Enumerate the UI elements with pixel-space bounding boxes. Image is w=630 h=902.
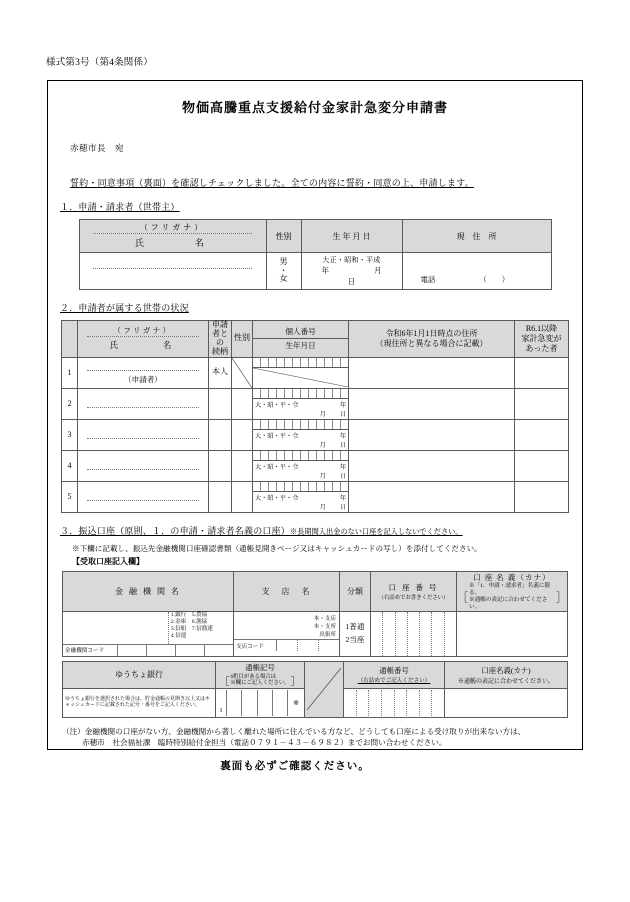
relation-header: 申請 者との 続柄 (209, 321, 232, 358)
row-number: 2 (62, 388, 78, 419)
telephone-paren: （ ） (479, 274, 510, 284)
applicant-birth-input[interactable] (301, 253, 427, 290)
bangou-label: 通帳番号 (379, 666, 409, 676)
section3-subnote: ※下欄に記載し、振込先金融機関口座確認書類（通帳見開きページ又はキャッシュカードの写し）を添付してください。 (72, 543, 482, 553)
account-type-header: 分類 (340, 571, 371, 611)
era-options: 大・昭・平・令 (255, 494, 299, 502)
mynumber-boxes[interactable] (253, 451, 348, 461)
row-number-header (62, 321, 78, 358)
section3-heading-note: ※長期間入出金のない口座を記入しないでください。 (290, 527, 463, 536)
prev-address-header (349, 321, 515, 358)
bank-type-option[interactable]: 4.信連 (170, 632, 187, 639)
form-frame (47, 80, 583, 750)
year-label: 年 (339, 463, 346, 471)
table-row (63, 611, 568, 656)
year-label: 年 (339, 432, 346, 440)
yucho-account-table (62, 661, 568, 718)
form-number: 様式第3号（第4条関係） (46, 58, 153, 68)
sex-header: 性別 (232, 321, 253, 358)
branch-name-header: 支 店 名 (234, 571, 340, 611)
applicant-address-input[interactable] (402, 253, 551, 290)
kigou-input[interactable] (216, 688, 305, 717)
table-row (79, 253, 551, 290)
holder-note1: ※「1．申請・請求者」名義に限る。 (469, 582, 551, 596)
year-label: 年 (339, 401, 346, 409)
yucho-holder-input[interactable] (445, 688, 568, 717)
account-holder-input[interactable] (457, 611, 568, 656)
relation-input[interactable] (209, 450, 232, 481)
row-number: 3 (62, 419, 78, 450)
mynumber-input[interactable] (253, 481, 349, 512)
branch-code-label: 支店コード (236, 643, 264, 650)
bank-code-row[interactable] (63, 644, 233, 656)
name-label: 氏 名 (134, 238, 210, 248)
era-options: 大・昭・平・令 (255, 432, 299, 440)
account-holder-header: 口 座 名 義（カナ） ［ ※「1．申請・請求者」名義に限る。 ※通帳の表記に合わせてください。 ］ (457, 572, 567, 610)
bank-name-input[interactable] (63, 612, 168, 645)
kigou-label: 通帳記号 (245, 662, 275, 672)
bangou-note: （右詰めでご記入ください） (357, 678, 431, 685)
section3-heading-main: ３．振込口座（原則、１．の申請・請求者名義の口座） (60, 525, 291, 536)
table-header-row (63, 571, 568, 611)
era-options: 大・昭・平・令 (255, 463, 299, 471)
bank-name-header: 金 融 機 関 名 (63, 571, 234, 611)
household-name-input[interactable] (78, 388, 209, 419)
yucho-holder-label: 口座名義(カナ) (481, 665, 531, 675)
table-row (62, 357, 569, 388)
row-number: 4 (62, 450, 78, 481)
era-options: 大正・昭和・平成 (322, 256, 381, 264)
day-label: 日 (339, 472, 346, 480)
kyuhen-line3: あった者 (525, 343, 558, 353)
household-name-input[interactable] (78, 419, 209, 450)
addressee: 赤穂市長 宛 (70, 143, 125, 153)
year-label: 年 (339, 494, 346, 502)
era-options: 大・昭・平・令 (255, 401, 299, 409)
kyuhen-checkbox[interactable] (515, 357, 569, 388)
day-label: 日 (339, 441, 346, 449)
prev-address-input[interactable] (349, 357, 515, 388)
branch-type-option[interactable]: 本・支店 (313, 616, 336, 623)
yucho-holder-note: ※通帳の表記に合わせてください。 (457, 678, 554, 685)
bank-code-label: 金融機関コード (65, 648, 105, 655)
section3-heading (60, 524, 463, 537)
strikethrough-icon (253, 368, 348, 387)
applicant-table (79, 219, 552, 290)
sex-input[interactable] (232, 450, 253, 481)
kigou-note1: 6桁目がある場合は (230, 673, 277, 680)
backside-notice: 裏面も必ずご確認ください。 (220, 761, 370, 772)
birth-label: 生年月日 (285, 341, 316, 351)
pledge-statement: 誓約・同意事項（裏面）を確認しチェックしました。全ての内容に誓約・同意の上、申請します。 (70, 178, 474, 188)
kyuhen-line1: R6.1以降 (525, 323, 558, 333)
yucho-note-cell (63, 688, 216, 717)
table-row (62, 419, 569, 450)
account-type-select[interactable] (340, 611, 371, 656)
footer-note-label: （注） (62, 726, 85, 736)
branch-code-row[interactable] (234, 640, 339, 652)
branch-name-input[interactable] (234, 616, 295, 639)
yucho-holder-header (445, 661, 568, 688)
branch-type-option[interactable]: 出張所 (319, 631, 336, 638)
account-number-label: 口 座 番 号 (388, 582, 439, 592)
prev-address-input[interactable] (349, 419, 515, 450)
month-label: 月 (319, 410, 326, 418)
branch-type-option[interactable]: 本・支所 (313, 623, 336, 630)
section3-subnote2: 【受取口座記入欄】 (72, 556, 144, 566)
applicant-birth-header: 生 年 月 日 (301, 220, 402, 253)
mynumber-input[interactable] (253, 357, 349, 388)
kigou-prefix: 1 (219, 706, 223, 714)
section2-heading: ２．申請者が属する世帯の状況 (60, 303, 189, 313)
month-label: 月 (319, 503, 326, 511)
yucho-note: ゆうちょ銀行を選択された場合は、貯金通帳の見開き以上又はキャッシュカードに記載された記号・番号をご記入ください。 (65, 696, 211, 708)
branch-name-cell[interactable] (234, 611, 340, 656)
kyuhen-checkbox[interactable] (515, 419, 569, 450)
branch-type-options[interactable] (295, 616, 339, 639)
mynumber-boxes[interactable] (253, 389, 348, 399)
separator-cell (305, 661, 344, 717)
table-row (62, 481, 569, 512)
furigana-label: （フリガナ） (113, 326, 173, 336)
household-name-input[interactable] (78, 481, 209, 512)
bank-code-boxes[interactable] (117, 645, 233, 656)
prev-address-input[interactable] (349, 388, 515, 419)
strikethrough-icon (232, 358, 252, 388)
footer-note (62, 726, 568, 748)
applicant-address-header: 現 住 所 (402, 220, 551, 253)
bank-type-option[interactable]: 3.信組 7.信漁連 (170, 625, 213, 632)
applicant-marker: （申請者） (124, 374, 162, 384)
furigana-label: （フリガナ） (139, 223, 206, 232)
divider (87, 500, 199, 501)
divider (87, 407, 199, 408)
mynumber-label: 個人番号 (285, 327, 316, 337)
table-row (62, 388, 569, 419)
page-title: 物価高騰重点支援給付金家計急変分申請書 (181, 100, 448, 115)
table-header-row (63, 661, 568, 688)
row-number: 1 (62, 357, 78, 388)
sex-input[interactable] (232, 481, 253, 512)
household-name-input[interactable] (78, 357, 209, 388)
applicant-sex-header: 性別 (266, 220, 301, 253)
kyuhen-header (515, 321, 569, 358)
footer-note-line1: 金融機関の口座がない方、金融機関から著しく離れた場所に住んでいる方など、どうしても口座による受け取りが出来ない方は、 (84, 726, 526, 736)
prev-address-input[interactable] (349, 450, 515, 481)
relation-input[interactable] (209, 481, 232, 512)
applicant-name-input[interactable] (79, 253, 266, 290)
bank-type-option[interactable]: 2.金庫 6.漁協 (170, 618, 208, 625)
bank-type-option[interactable]: 1.銀行 5.農協 (170, 611, 208, 618)
kyuhen-line2: 家計急変が (521, 333, 562, 343)
mynumber-boxes[interactable] (253, 358, 348, 368)
diagonal-line-icon (305, 666, 343, 712)
holder-note2: ※通帳の表記に合わせてください。 (469, 596, 548, 610)
kigou-header: 通帳記号 ［ 6桁目がある場合は ※欄にご記入ください。 ］ (216, 661, 305, 688)
name-label: 氏 名 (109, 341, 177, 351)
table-row (62, 450, 569, 481)
bank-account-table (62, 571, 568, 657)
account-number-note: （右詰めでお書きください） (378, 594, 449, 601)
month-label: 月 (319, 441, 326, 449)
kyuhen-checkbox[interactable] (515, 388, 569, 419)
table-header-row (62, 321, 569, 358)
sex-input[interactable] (232, 388, 253, 419)
telephone-label: 電話 (420, 274, 436, 284)
mynumber-input[interactable] (253, 388, 349, 419)
sex-input[interactable] (232, 419, 253, 450)
bangou-input[interactable] (344, 688, 445, 717)
account-number-input[interactable] (371, 611, 457, 656)
applicant-name-header (79, 220, 266, 253)
bank-type-options[interactable] (168, 612, 233, 645)
day-label: 日 (339, 503, 346, 511)
section1-heading: １．申請・請求者（世帯主） (60, 202, 180, 212)
household-table (61, 320, 569, 513)
relation-input[interactable] (209, 388, 232, 419)
prev-address-line1: 令和6年1月1日時点の住所 (385, 328, 478, 338)
sex-input[interactable] (232, 357, 253, 388)
account-number-header (371, 571, 457, 611)
account-type-option[interactable]: 1普通 (345, 621, 365, 631)
mynumber-input[interactable] (253, 419, 349, 450)
table-header-row (79, 220, 551, 253)
day-label: 日 (339, 410, 346, 418)
yucho-header: ゆうちょ銀行 (63, 661, 216, 688)
bangou-header (344, 661, 445, 688)
footer-note-line2: 赤穂市 社会福祉課 臨時特別給付金担当（電話０７９１－４３－６９８２）までお問い合わせください。 (82, 737, 447, 747)
divider (87, 438, 199, 439)
household-name-header (78, 321, 209, 358)
applicant-sex-select[interactable]: 男 ・ 女 (266, 253, 301, 290)
mynumber-boxes[interactable] (253, 420, 348, 430)
mynumber-header (253, 321, 349, 358)
month-label: 月 (319, 472, 326, 480)
prev-address-input[interactable] (349, 481, 515, 512)
mynumber-boxes[interactable] (253, 482, 348, 492)
relation-input[interactable] (209, 419, 232, 450)
mynumber-input[interactable] (253, 450, 349, 481)
account-holder-label: 口 座 名 義（カナ） (473, 572, 551, 582)
kyuhen-checkbox[interactable] (515, 481, 569, 512)
kigou-note2: ※欄にご記入ください。 (230, 680, 290, 687)
telephone-field[interactable] (403, 274, 551, 285)
row-number: 5 (62, 481, 78, 512)
household-name-input[interactable] (78, 450, 209, 481)
kigou-star[interactable]: ※ (287, 690, 304, 716)
kyuhen-checkbox[interactable] (515, 450, 569, 481)
ymd-labels: 年 月 日 (321, 266, 427, 286)
bank-name-cell[interactable] (63, 611, 234, 656)
account-type-option[interactable]: 2当座 (345, 634, 365, 644)
relation-value: 本人 (209, 357, 232, 388)
divider (87, 469, 199, 470)
prev-address-line2: （現住所と異なる場合に記載） (375, 338, 488, 348)
